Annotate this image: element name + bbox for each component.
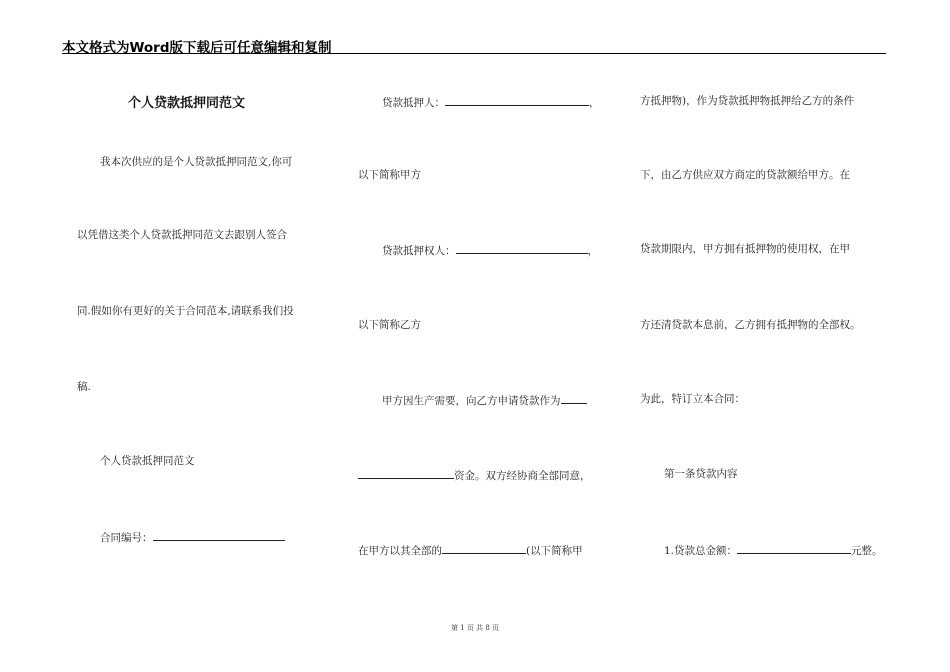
funds-row [358, 467, 591, 483]
party-a-line: 以下简称甲方 [358, 169, 421, 181]
mortgagee-blank [456, 242, 588, 254]
mortgagor-comma: ， [589, 97, 600, 109]
loan-amount-suffix: 元整。 [851, 545, 883, 557]
loan-amount-row [664, 542, 883, 558]
section-heading: 个人贷款抵押同范文 [100, 455, 195, 467]
loan-purpose-row [382, 392, 587, 408]
intro-line-4: 稿. [77, 381, 91, 393]
loan-amount-blank [737, 542, 851, 554]
mortgagee-comma: ， [587, 245, 598, 257]
col3-line-3: 贷款期限内，甲方拥有抵押物的使用权，在甲 [640, 243, 850, 255]
mortgagor-blank [445, 94, 589, 106]
col3-line-1: 方抵押物)，作为贷款抵押物抵押给乙方的条件 [640, 95, 855, 107]
collateral-suffix: (以下简称甲 [526, 545, 583, 557]
contract-number-blank [153, 529, 285, 541]
loan-purpose-blank [561, 392, 587, 404]
article-one-heading: 第一条贷款内容 [664, 468, 738, 480]
mortgagee-label: 贷款抵押权人： [382, 245, 456, 257]
party-b-line: 以下简称乙方 [358, 319, 421, 331]
funds-text: 资金。双方经协商全部同意， [454, 470, 591, 482]
intro-line-1: 我本次供应的是个人贷款抵押同范文,你可 [100, 156, 293, 168]
document-header: 本文格式为Word版下载后可任意编辑和复制 [62, 40, 332, 56]
loan-purpose-text: 甲方因生产需要，向乙方申请贷款作为 [382, 395, 561, 407]
funds-blank [358, 467, 454, 479]
header-divider [62, 53, 886, 54]
contract-number-row [100, 529, 285, 545]
col3-line-2: 下，由乙方供应双方商定的贷款额给甲方。在 [640, 169, 850, 181]
collateral-text: 在甲方以其全部的 [358, 545, 442, 557]
mortgagor-label: 贷款抵押人： [382, 97, 445, 109]
collateral-row [358, 542, 583, 558]
collateral-blank [442, 542, 526, 554]
page-footer: 第 1 页 共 8 页 [450, 624, 500, 632]
document-title: 个人贷款抵押同范文 [128, 96, 246, 111]
col3-line-4: 方还清贷款本息前，乙方拥有抵押物的全部权。 [640, 319, 861, 331]
mortgagor-row [382, 94, 600, 110]
col3-line-5: 为此，特订立本合同： [640, 393, 745, 405]
contract-number-label: 合同编号： [100, 532, 153, 544]
intro-line-2: 以凭借这类个人贷款抵押同范文去跟别人签合 [77, 229, 287, 241]
mortgagee-row [382, 242, 598, 258]
intro-line-3: 同.假如你有更好的关于合同范本,请联系我们投 [77, 305, 294, 317]
loan-amount-label: 1.贷款总金额： [664, 545, 738, 557]
